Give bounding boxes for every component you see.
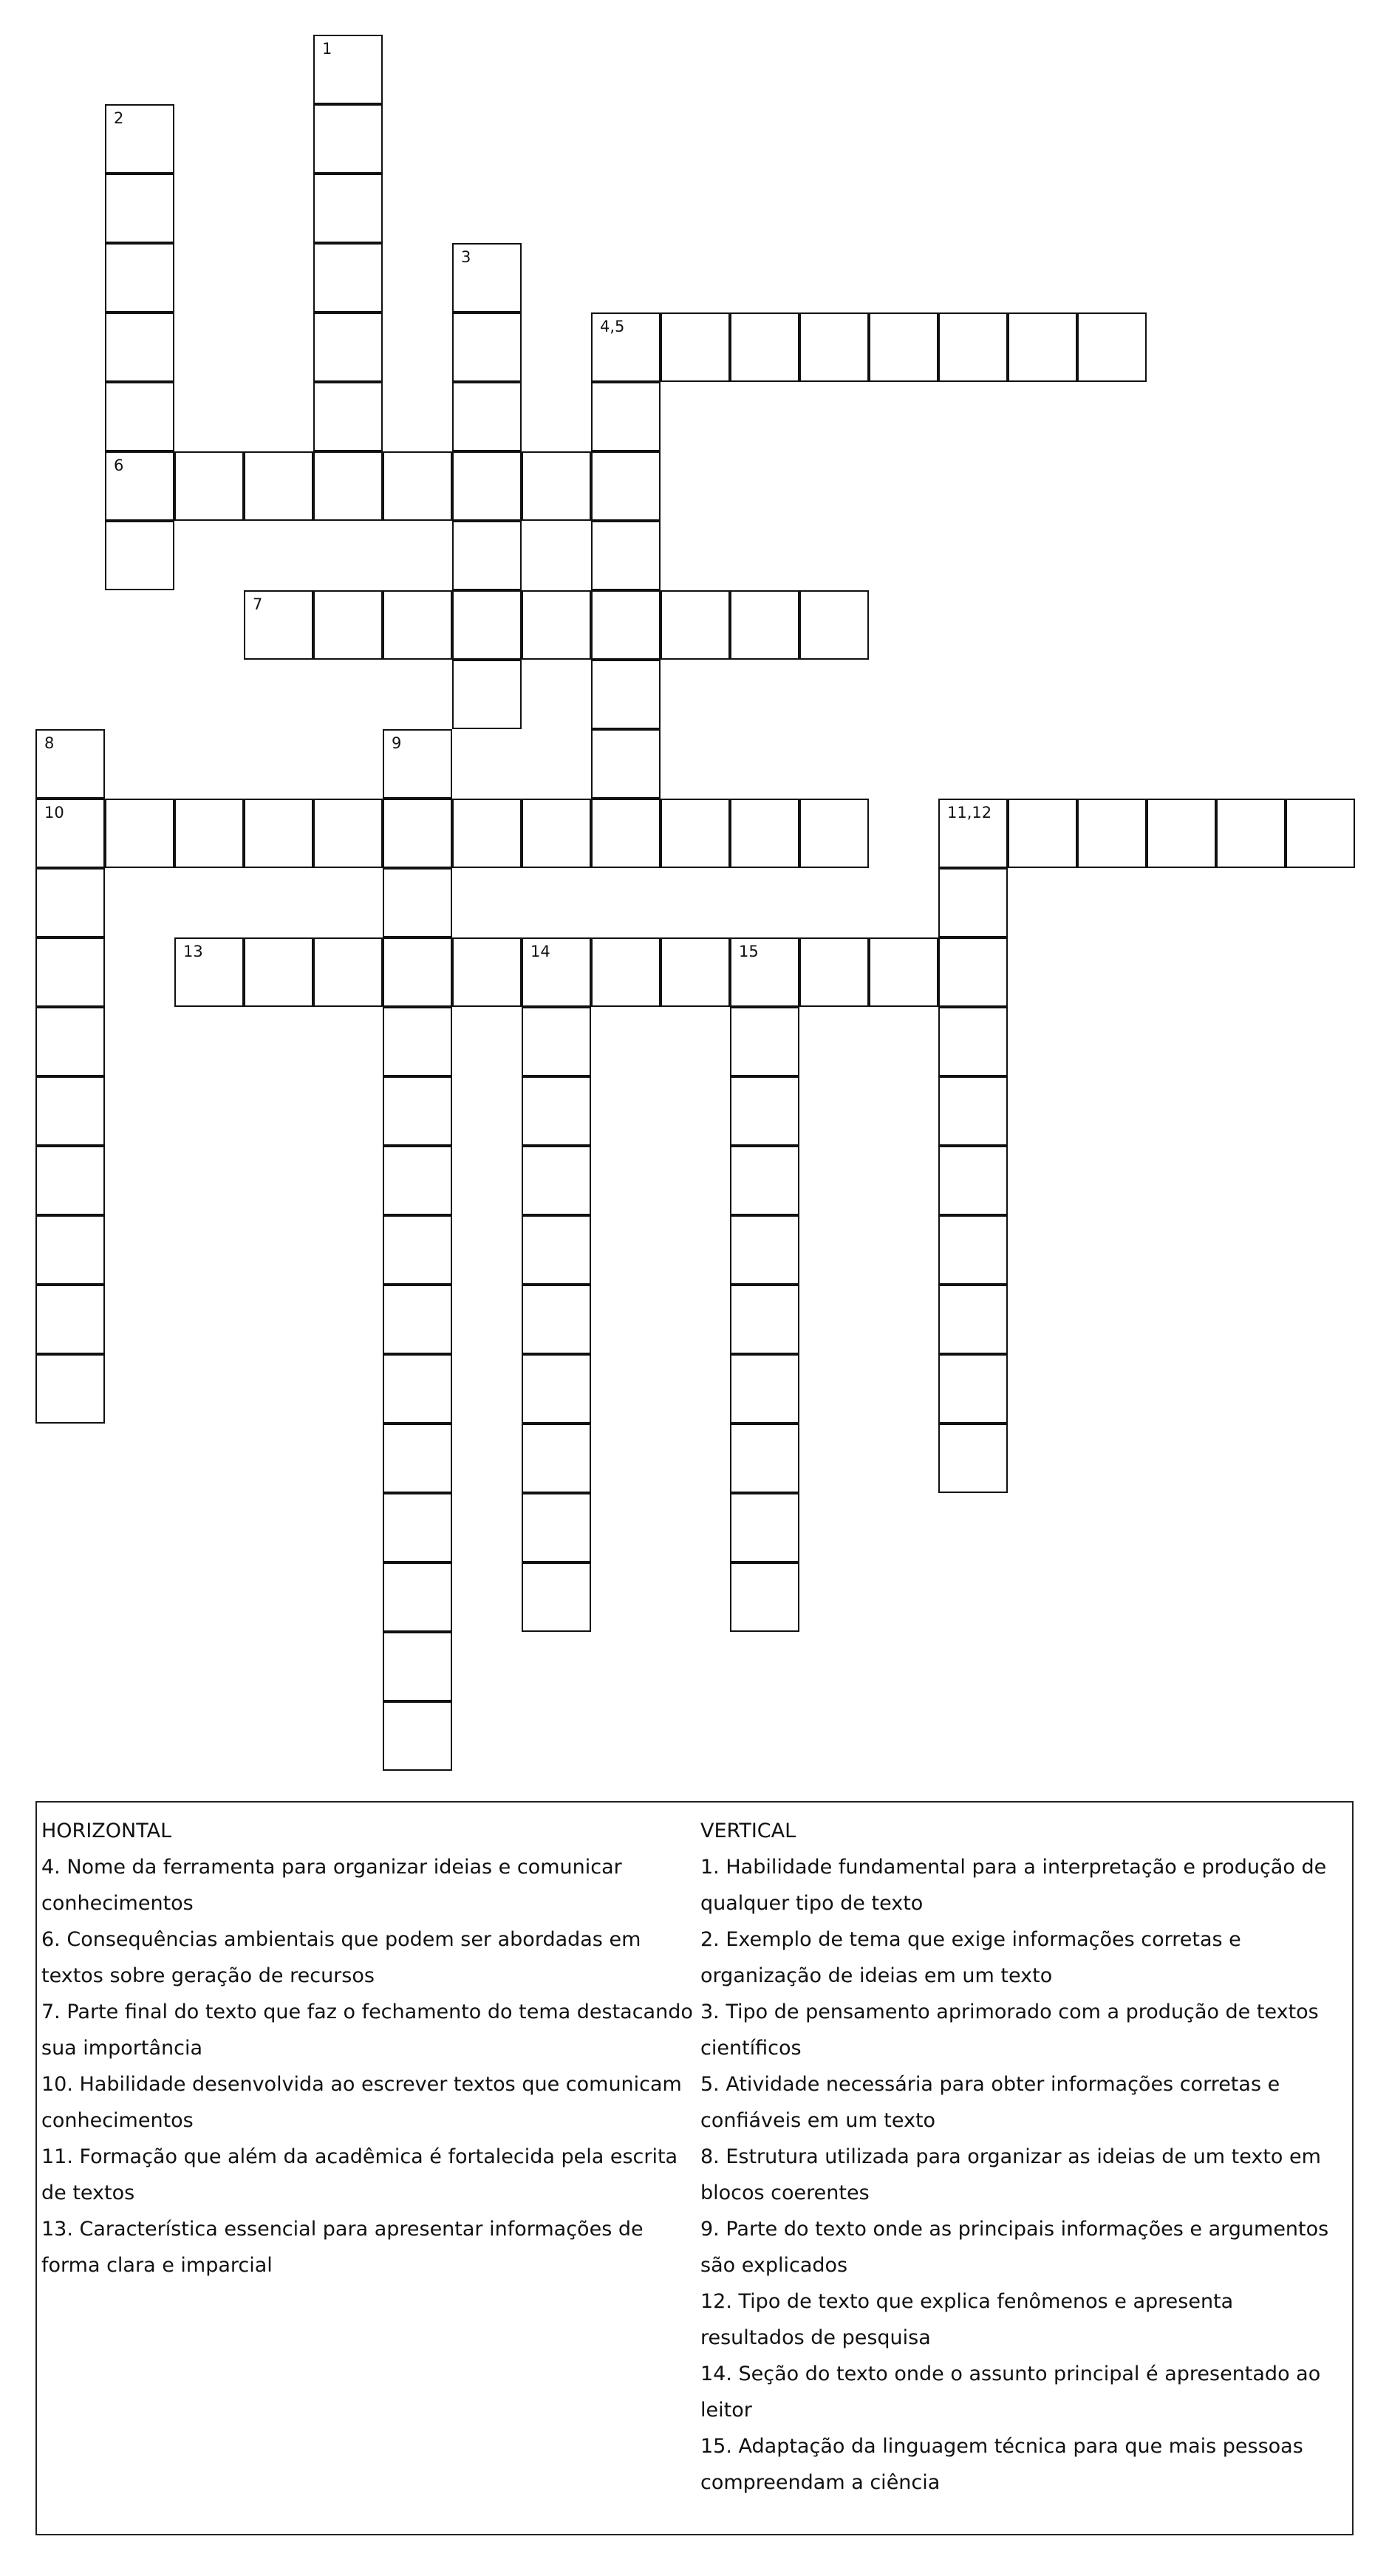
grid-cell[interactable] — [383, 1493, 452, 1562]
grid-cell[interactable] — [591, 799, 661, 868]
clue-vertical-15: 15. Adaptação da linguagem técnica para que mais pessoas compreendam a ciência — [700, 2435, 1303, 2494]
grid-cell[interactable] — [522, 799, 591, 868]
grid-cell[interactable] — [869, 312, 938, 382]
grid-cell[interactable] — [383, 1285, 452, 1354]
grid-cell[interactable] — [35, 937, 105, 1007]
clue-number: 14 — [530, 943, 550, 960]
clue-horizontal-11: 11. Formação que além da acadêmica é fortalecida pela escrita de textos — [41, 2145, 678, 2204]
grid-cell[interactable] — [35, 1354, 105, 1424]
grid-cell[interactable] — [730, 312, 799, 382]
grid-cell[interactable] — [35, 1007, 105, 1076]
grid-cell[interactable] — [522, 937, 591, 1007]
clue-vertical-12: 12. Tipo de texto que explica fenômenos e apresenta resultados de pesquisa — [700, 2290, 1234, 2349]
grid-cell[interactable] — [35, 729, 105, 799]
grid-cell[interactable] — [661, 312, 730, 382]
grid-cell[interactable] — [522, 1215, 591, 1285]
grid-cell[interactable] — [105, 521, 174, 590]
clue-horizontal-13: 13. Característica essencial para apresentar informações de forma clara e imparcial — [41, 2218, 644, 2277]
grid-cell[interactable] — [452, 451, 522, 521]
grid-cell[interactable] — [313, 799, 383, 868]
grid-cell[interactable] — [938, 1215, 1008, 1285]
grid-cell[interactable] — [174, 937, 244, 1007]
vertical-heading: VERTICAL — [700, 1820, 796, 1842]
grid-cell[interactable] — [799, 799, 869, 868]
clue-number: 2 — [114, 109, 124, 127]
grid-cell[interactable] — [591, 312, 661, 382]
clue-vertical-14: 14. Seção do texto onde o assunto principal é apresentado ao leitor — [700, 2363, 1321, 2422]
grid-cell[interactable] — [522, 1076, 591, 1146]
clue-horizontal-4: 4. Nome da ferramenta para organizar ideias e comunicar conhecimentos — [41, 1856, 622, 1915]
clue-number: 11,12 — [947, 804, 992, 821]
grid-cell[interactable] — [938, 1424, 1008, 1493]
grid-cell[interactable] — [730, 1146, 799, 1215]
grid-cell[interactable] — [383, 1562, 452, 1632]
grid-cell[interactable] — [105, 174, 174, 243]
grid-cell[interactable] — [313, 451, 383, 521]
grid-cell[interactable] — [522, 1493, 591, 1562]
grid-cell[interactable] — [730, 1424, 799, 1493]
grid-cell[interactable] — [591, 729, 661, 799]
grid-cell[interactable] — [1216, 799, 1286, 868]
grid-cell[interactable] — [383, 451, 452, 521]
grid-cell[interactable] — [244, 937, 313, 1007]
clues-box — [35, 1801, 1354, 2535]
grid-cell[interactable] — [661, 799, 730, 868]
grid-cell[interactable] — [522, 1146, 591, 1215]
grid-cell[interactable] — [730, 590, 799, 660]
grid-cell[interactable] — [105, 104, 174, 174]
grid-cell[interactable] — [383, 799, 452, 868]
grid-cell[interactable] — [313, 312, 383, 382]
grid-cell[interactable] — [522, 1562, 591, 1632]
grid-cell[interactable] — [730, 1285, 799, 1354]
grid-cell[interactable] — [522, 1354, 591, 1424]
grid-cell[interactable] — [35, 799, 105, 868]
grid-cell[interactable] — [938, 1007, 1008, 1076]
clue-number: 3 — [461, 248, 471, 266]
clue-horizontal-6: 6. Consequências ambientais que podem ser abordadas em textos sobre geração de recursos — [41, 1928, 641, 1987]
vertical-clues-column — [700, 1813, 1343, 2501]
grid-cell[interactable] — [452, 521, 522, 590]
clue-number: 7 — [253, 595, 263, 613]
grid-cell[interactable] — [730, 1562, 799, 1632]
grid-cell[interactable] — [105, 382, 174, 451]
grid-cell[interactable] — [105, 451, 174, 521]
grid-cell[interactable] — [730, 1354, 799, 1424]
grid-cell[interactable] — [938, 937, 1008, 1007]
clue-number: 4,5 — [600, 318, 625, 335]
grid-cell[interactable] — [313, 174, 383, 243]
grid-cell[interactable] — [383, 868, 452, 937]
clue-number: 9 — [392, 734, 402, 752]
grid-cell[interactable] — [383, 590, 452, 660]
grid-cell[interactable] — [383, 1007, 452, 1076]
grid-cell[interactable] — [730, 1007, 799, 1076]
grid-cell[interactable] — [1147, 799, 1216, 868]
grid-cell[interactable] — [244, 451, 313, 521]
grid-cell[interactable] — [244, 590, 313, 660]
grid-cell[interactable] — [1008, 312, 1077, 382]
grid-cell[interactable] — [452, 660, 522, 729]
grid-cell[interactable] — [452, 799, 522, 868]
grid-cell[interactable] — [869, 937, 938, 1007]
grid-cell[interactable] — [452, 243, 522, 312]
clue-vertical-5: 5. Atividade necessária para obter informações corretas e confiáveis em um texto — [700, 2073, 1280, 2132]
grid-cell[interactable] — [730, 937, 799, 1007]
grid-cell[interactable] — [938, 1146, 1008, 1215]
grid-cell[interactable] — [383, 1424, 452, 1493]
grid-cell[interactable] — [661, 937, 730, 1007]
clue-vertical-2: 2. Exemplo de tema que exige informações corretas e organização de ideias em um texto — [700, 1928, 1241, 1987]
grid-cell[interactable] — [35, 1146, 105, 1215]
grid-cell[interactable] — [938, 799, 1008, 868]
grid-cell[interactable] — [313, 937, 383, 1007]
grid-cell[interactable] — [591, 590, 661, 660]
clue-number: 6 — [114, 457, 124, 474]
clue-number: 1 — [322, 40, 332, 58]
grid-cell[interactable] — [383, 1215, 452, 1285]
clue-vertical-1: 1. Habilidade fundamental para a interpretação e produção de qualquer tipo de texto — [700, 1856, 1327, 1915]
grid-cell[interactable] — [591, 660, 661, 729]
grid-cell[interactable] — [452, 312, 522, 382]
grid-cell[interactable] — [313, 590, 383, 660]
grid-cell[interactable] — [105, 799, 174, 868]
clue-number: 13 — [183, 943, 203, 960]
grid-cell[interactable] — [35, 1285, 105, 1354]
clue-vertical-9: 9. Parte do texto onde as principais informações e argumentos são explicados — [700, 2218, 1329, 2277]
grid-cell[interactable] — [730, 1493, 799, 1562]
grid-cell[interactable] — [452, 382, 522, 451]
grid-cell[interactable] — [244, 799, 313, 868]
grid-cell[interactable] — [591, 521, 661, 590]
clue-horizontal-10: 10. Habilidade desenvolvida ao escrever textos que comunicam conhecimentos — [41, 2073, 682, 2132]
grid-cell[interactable] — [383, 1701, 452, 1771]
grid-cell[interactable] — [313, 382, 383, 451]
grid-cell[interactable] — [522, 451, 591, 521]
clue-number: 15 — [739, 943, 759, 960]
grid-cell[interactable] — [105, 312, 174, 382]
grid-cell[interactable] — [35, 1215, 105, 1285]
grid-cell[interactable] — [452, 937, 522, 1007]
horizontal-clue-list — [41, 1849, 706, 2283]
grid-cell[interactable] — [799, 312, 869, 382]
grid-cell[interactable] — [591, 451, 661, 521]
grid-cell[interactable] — [35, 868, 105, 937]
grid-cell[interactable] — [799, 590, 869, 660]
grid-cell[interactable] — [522, 590, 591, 660]
grid-cell[interactable] — [383, 1076, 452, 1146]
grid-cell[interactable] — [730, 1076, 799, 1146]
grid-cell[interactable] — [591, 937, 661, 1007]
grid-cell[interactable] — [174, 799, 244, 868]
grid-cell[interactable] — [1077, 312, 1147, 382]
grid-cell[interactable] — [1008, 799, 1077, 868]
grid-cell[interactable] — [313, 243, 383, 312]
grid-cell[interactable] — [383, 937, 452, 1007]
grid-cell[interactable] — [35, 1076, 105, 1146]
grid-cell[interactable] — [313, 35, 383, 104]
grid-cell[interactable] — [938, 1076, 1008, 1146]
grid-cell[interactable] — [383, 729, 452, 799]
horizontal-heading: HORIZONTAL — [41, 1820, 172, 1842]
grid-cell[interactable] — [313, 104, 383, 174]
clue-horizontal-7: 7. Parte final do texto que faz o fechamento do tema destacando sua importância — [41, 2001, 693, 2060]
grid-cell[interactable] — [522, 1424, 591, 1493]
grid-cell[interactable] — [522, 1007, 591, 1076]
grid-cell[interactable] — [591, 382, 661, 451]
grid-cell[interactable] — [383, 1632, 452, 1701]
grid-cell[interactable] — [522, 1285, 591, 1354]
grid-cell[interactable] — [452, 590, 522, 660]
clue-vertical-3: 3. Tipo de pensamento aprimorado com a produção de textos científicos — [700, 2001, 1319, 2060]
grid-cell[interactable] — [938, 1354, 1008, 1424]
vertical-clue-list — [700, 1849, 1343, 2501]
clue-number: 8 — [44, 734, 55, 752]
grid-cell[interactable] — [383, 1146, 452, 1215]
grid-cell[interactable] — [938, 1285, 1008, 1354]
clue-vertical-8: 8. Estrutura utilizada para organizar as ideias de um texto em blocos coerentes — [700, 2145, 1321, 2204]
grid-cell[interactable] — [799, 937, 869, 1007]
grid-cell[interactable] — [730, 799, 799, 868]
grid-cell[interactable] — [661, 590, 730, 660]
grid-cell[interactable] — [383, 1354, 452, 1424]
grid-cell[interactable] — [174, 451, 244, 521]
grid-cell[interactable] — [938, 868, 1008, 937]
horizontal-clues-column — [41, 1813, 706, 2283]
grid-cell[interactable] — [730, 1215, 799, 1285]
grid-cell[interactable] — [1286, 799, 1355, 868]
grid-cell[interactable] — [938, 312, 1008, 382]
grid-cell[interactable] — [105, 243, 174, 312]
clue-number: 10 — [44, 804, 64, 821]
grid-cell[interactable] — [1077, 799, 1147, 868]
